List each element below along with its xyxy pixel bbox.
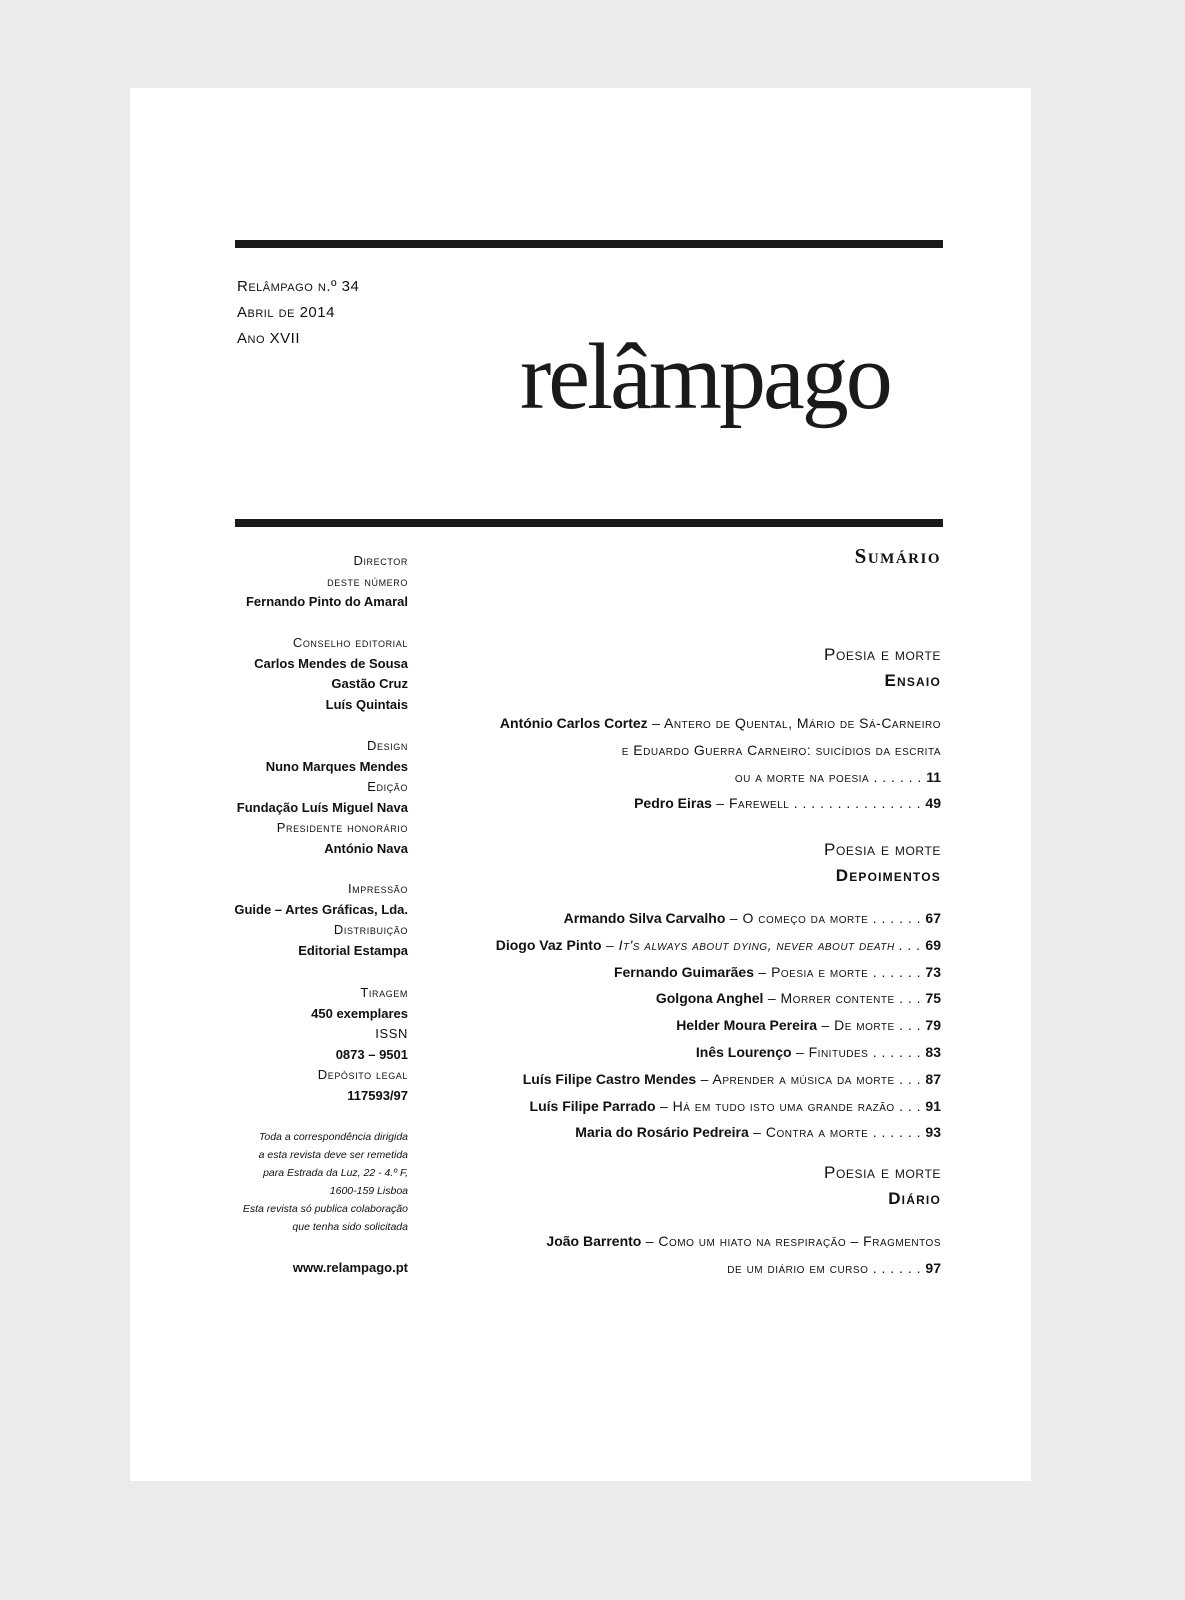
toc-entry-line[interactable] [496, 985, 941, 1012]
credit-label: ISSN [375, 1026, 408, 1042]
entry-title: – Aprender a música da morte . . . [696, 1070, 926, 1087]
credit-label: Impressão [347, 881, 408, 896]
credit-group [246, 551, 408, 613]
entry-page: 83 [925, 1043, 941, 1060]
entry-title: – Antero de Quental, Mário de Sá-Carneiro [647, 715, 941, 731]
note-line: para Estrada da Luz, 22 - 4.º F, [263, 1167, 408, 1179]
toc-entry-line[interactable] [496, 1119, 941, 1146]
entry-page: 67 [925, 910, 941, 926]
entry-title: – De morte . . . [817, 1017, 926, 1034]
section-title: Diário [888, 1189, 941, 1208]
entry-title: – Como um hiato na respiração – Fragmentos [641, 1233, 941, 1249]
toc-entry-line[interactable] [546, 1255, 941, 1282]
entry-author: Diogo Vaz Pinto [495, 936, 602, 953]
section-kicker: Poesia e morte [824, 645, 941, 664]
section-kicker: Poesia e morte [824, 840, 941, 859]
entry-title: – Morrer contente . . . [763, 990, 926, 1007]
entry-title: – O começo da morte . . . . . . [725, 910, 926, 926]
website-link[interactable]: www.relampago.pt [292, 1260, 408, 1275]
credit-value: 0873 – 9501 [335, 1046, 408, 1062]
toc-section [500, 642, 941, 817]
entry-author: Pedro Eiras [634, 795, 712, 812]
credit-label: Director [353, 553, 408, 568]
toc-entry-line[interactable] [496, 1039, 941, 1066]
entry-author: Inês Lourenço [695, 1043, 792, 1060]
entry-page: 87 [925, 1070, 941, 1087]
toc-entry-line[interactable] [500, 790, 941, 817]
entry-title: – Há em tudo isto uma grande razão . . . [655, 1097, 926, 1114]
entry-page: 97 [925, 1259, 941, 1276]
issue-number: Relâmpago n.º 34 [237, 278, 360, 295]
note-line: 1600-159 Lisboa [329, 1185, 408, 1197]
credit-value: Luís Quintais [325, 696, 408, 712]
toc-entry-line[interactable] [496, 1012, 941, 1039]
entry-author: Golgona Anghel [655, 990, 764, 1007]
toc-entry-line[interactable] [496, 932, 941, 959]
note-line: que tenha sido solicitada [292, 1221, 408, 1233]
section-title: Ensaio [884, 671, 941, 690]
credit-label: Distribuição [333, 922, 408, 938]
credit-group [311, 983, 408, 1107]
credit-label: Design [367, 738, 408, 753]
entry-title: de um diário em curso . . . . . . [727, 1259, 926, 1276]
credit-label: deste número [327, 573, 408, 589]
credit-label: Conselho editorial [292, 635, 408, 650]
entry-page: 91 [925, 1097, 941, 1114]
entry-author: Fernando Guimarães [613, 963, 754, 980]
entry-author: António Carlos Cortez [499, 715, 648, 731]
entry-page: 93 [925, 1124, 941, 1141]
section-title: Depoimentos [835, 866, 941, 885]
entry-title: – Farewell . . . . . . . . . . . . . . . [711, 795, 926, 812]
toc-entry-line[interactable] [546, 1228, 941, 1255]
note-line: Esta revista só publica colaboração [242, 1203, 408, 1215]
credit-group [254, 633, 408, 715]
credit-value: Nuno Marques Mendes [265, 758, 408, 774]
toc-entries [496, 905, 941, 1146]
toc-entry-line[interactable] [496, 905, 941, 932]
entry-author: Helder Moura Pereira [676, 1017, 818, 1034]
credit-value: Guide – Artes Gráficas, Lda. [234, 901, 408, 917]
note-line: Toda a correspondência dirigida [258, 1131, 408, 1143]
toc-entry-line[interactable] [500, 737, 941, 764]
section-kicker: Poesia e morte [824, 1163, 941, 1182]
entry-page: 11 [926, 768, 941, 785]
top-rule [235, 240, 943, 248]
credit-label: Presidente honorário [276, 820, 408, 836]
toc-entries [500, 710, 941, 817]
correspondence-note [243, 1128, 408, 1236]
credit-value: Gastão Cruz [331, 676, 408, 692]
credit-group [237, 736, 408, 860]
toc-entry-line[interactable] [496, 959, 941, 986]
entry-title: – Contra a morte . . . . . . [748, 1124, 926, 1141]
toc-entry-line[interactable] [500, 764, 941, 791]
entry-page: 73 [925, 963, 941, 980]
entry-title: e Eduardo Guerra Carneiro: suicídios da escrita [621, 741, 941, 758]
toc-entry-line[interactable] [500, 710, 941, 737]
entry-page: 69 [925, 936, 941, 953]
credit-label: Edição [367, 779, 408, 795]
entry-author: João Barrento [546, 1233, 642, 1249]
entry-author: Luís Filipe Castro Mendes [522, 1070, 697, 1087]
credit-value: 450 exemplares [311, 1005, 408, 1021]
issue-meta [237, 274, 359, 352]
credit-value: António Nava [324, 840, 408, 856]
entry-author: Luís Filipe Parrado [529, 1097, 656, 1114]
entry-page: 49 [925, 795, 941, 812]
credit-value: Fundação Luís Miguel Nava [236, 799, 408, 815]
entry-page: 75 [925, 990, 941, 1007]
credit-value: Fernando Pinto do Amaral [245, 594, 408, 610]
entry-title: – Finitudes . . . . . . [791, 1043, 926, 1060]
toc-title: Sumário [854, 544, 941, 568]
credit-value: 117593/97 [347, 1087, 408, 1103]
entry-title: ou a morte na poesia . . . . . . [734, 768, 927, 785]
entry-page: 79 [925, 1017, 941, 1034]
entry-author: Armando Silva Carvalho [563, 910, 726, 926]
entry-title: – It's always about dying, never about death . . . [601, 936, 926, 953]
issue-date: Abril de 2014 [237, 304, 335, 321]
middle-rule [235, 519, 943, 527]
toc-section [546, 1160, 941, 1282]
credit-label: Depósito legal [317, 1067, 408, 1083]
issue-year: Ano XVII [237, 330, 301, 347]
toc-entry-line[interactable] [496, 1066, 941, 1093]
toc-entry-line[interactable] [496, 1093, 941, 1120]
credit-value: Carlos Mendes de Sousa [254, 655, 408, 671]
credit-group [234, 879, 408, 961]
logo: relâmpago [520, 325, 890, 429]
toc-entries [546, 1228, 941, 1282]
credit-value: Editorial Estampa [298, 942, 408, 958]
credit-label: Tiragem [360, 985, 408, 1000]
note-line: a esta revista deve ser remetida [258, 1149, 408, 1161]
entry-author: Maria do Rosário Pedreira [575, 1124, 749, 1141]
toc-section [496, 837, 941, 1146]
entry-title: – Poesia e morte . . . . . . [754, 963, 926, 980]
